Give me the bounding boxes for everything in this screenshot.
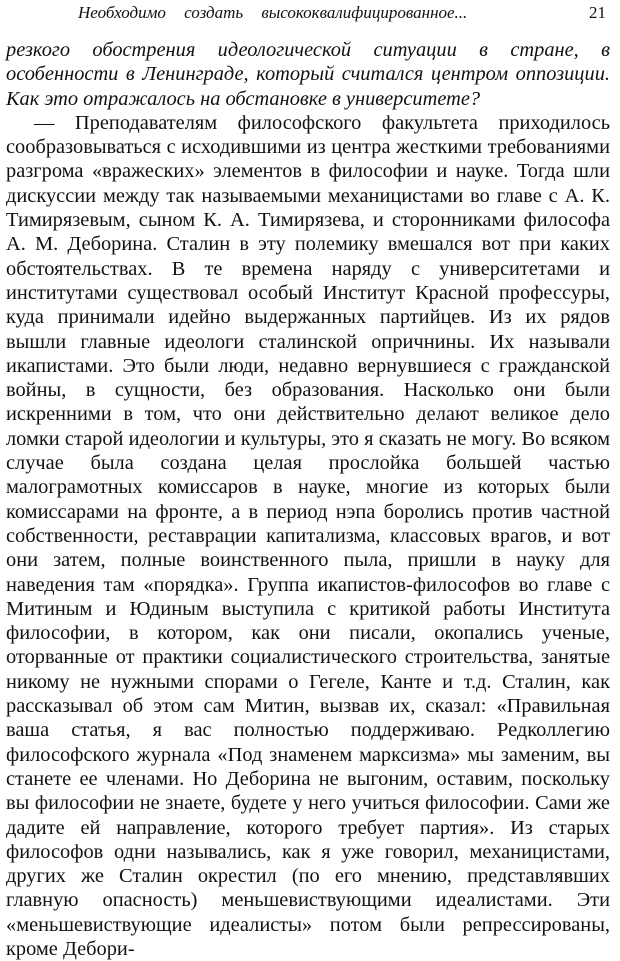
text-block xyxy=(6,38,610,961)
running-head xyxy=(6,2,610,26)
running-title: Необходимо создать высококвалифицированное... xyxy=(78,3,468,22)
book-page xyxy=(6,0,610,960)
page-number: 21 xyxy=(589,3,606,22)
interview-answer: — Преподавателям философского факультета приходилось сообразовываться с исходившими из центра жесткими требованиями разгрома «вражеских» элементов в философии и науке. Тогда шли дискуссии между так называемыми механицистами во главе с А. К. Тимирязевым, сыном К. А. Тимирязева, и сторонниками философа А. М. Деборина. Сталин в эту полемику вмешался вот при каких обстоятельствах. В те времена наряду с университетами и институтами существовал особый Институт Красной профессуры, куда принимали идейно выдержанных партийцев. Из их рядов вышли главные идеологи сталинской опричнины. Их называли икапистами. Это были люди, недавно вернувшиеся с гражданской войны, в сущности, без образования. Насколько они были искренними в том, что они действительно делают великое дело ломки старой идеологии и культуры, это я сказать не могу. Во всяком случае была создана целая прослойка большей частью малограмотных комиссаров в науке, многие из которых были комиссарами на фронте, а в период нэпа боролись против частной собственности, реставрации капитализма, классовых врагов, и вот они затем, полные воинственного пыла, пришли в науку для наведения там «порядка». Группа икапистов-философов во главе с Митиным и Юдиным выступила с критикой работы Института философии, в котором, как они писали, окопались ученые, оторванные от практики социалистического строительства, занятые никому не нужными спорами о Гегеле, Канте и т.д. Сталин, как рассказывал об этом сам Митин, вызвав их, сказал: «Правильная ваша статья, я вас полностью поддерживаю. Редколлегию философского журнала «Под знаменем марксизма» мы заменим, вы станете ее членами. Но Деборина не выгоним, оставим, поскольку вы философии не знаете, будете у него учиться философии. Сами же дадите ей направление, которого требует партия». Из старых философов одни назывались, как я уже говорил, механицистами, других же Сталин окрестил (по его мнению, представлявших главную опасность) меньшевиствующими идеалистами. Эти «меньшевиствующие идеалисты» потом были репрессированы, кроме Дебори- xyxy=(6,111,610,960)
interview-question: резкого обострения идеологической ситуации в стране, в особенности в Ленинграде, который считался центром оппозиции. Как это отражалось на обстановке в университете? xyxy=(6,39,610,110)
